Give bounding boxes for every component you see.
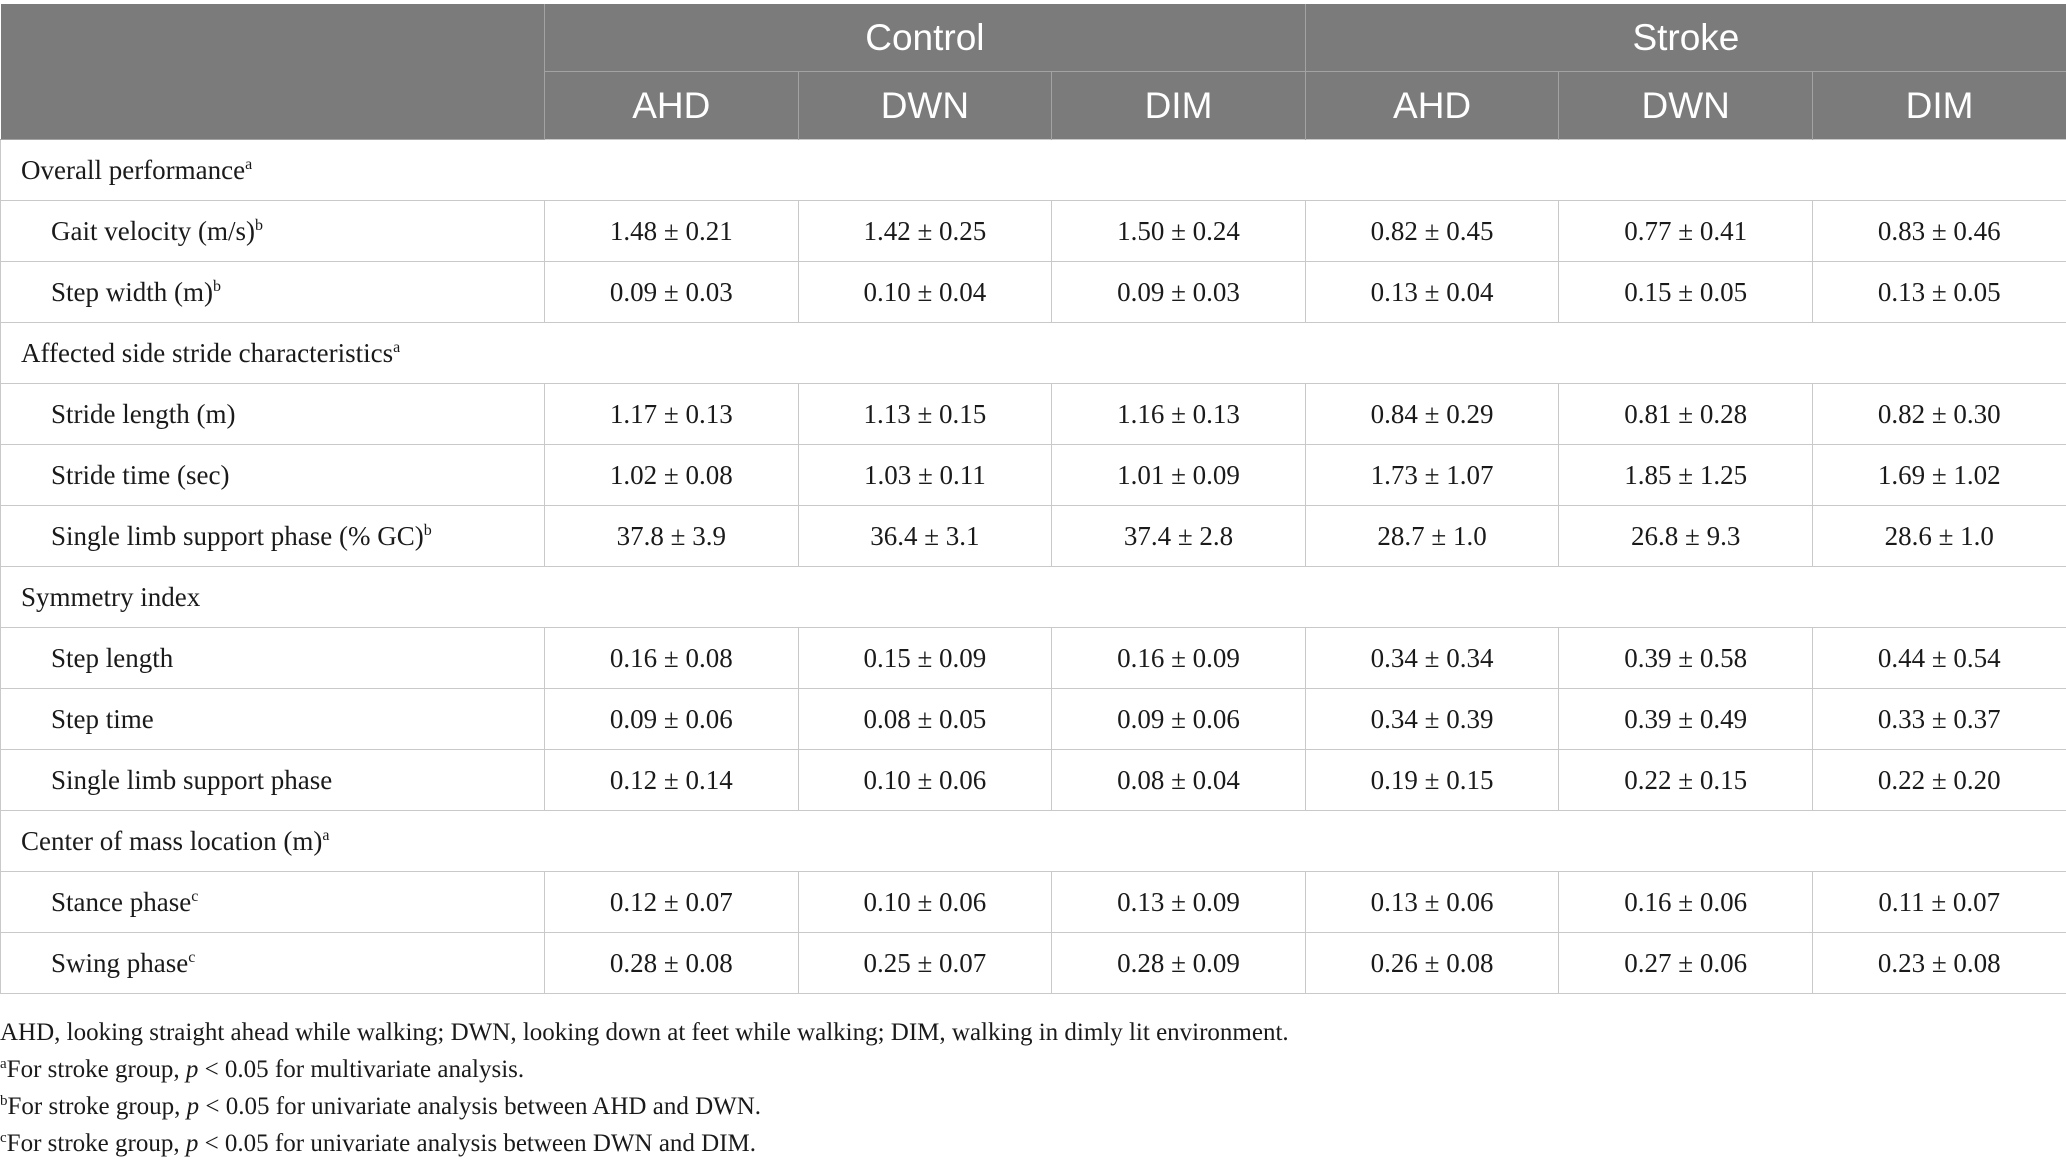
value-cell: 0.13 ± 0.06	[1305, 872, 1559, 933]
value-cell: 0.15 ± 0.09	[798, 628, 1052, 689]
value-cell: 1.42 ± 0.25	[798, 201, 1052, 262]
condition-header-stroke-dim: DIM	[1812, 72, 2066, 140]
row-label: Stride length (m)	[51, 398, 236, 429]
section-title: Overall performance	[21, 154, 246, 185]
value-cell: 1.03 ± 0.11	[798, 445, 1052, 506]
value-cell: 0.22 ± 0.15	[1559, 750, 1813, 811]
row-label-cell	[1, 628, 545, 689]
value-cell: 0.16 ± 0.08	[545, 628, 799, 689]
value-cell: 0.09 ± 0.06	[545, 689, 799, 750]
value-cell: 0.84 ± 0.29	[1305, 384, 1559, 445]
footnote-marker: a	[245, 155, 253, 173]
row-label: Single limb support phase (% GC)	[51, 520, 424, 551]
value-cell: 0.23 ± 0.08	[1812, 933, 2066, 994]
value-cell: 0.83 ± 0.46	[1812, 201, 2066, 262]
value-cell: 1.48 ± 0.21	[545, 201, 799, 262]
footnote-b	[0, 1088, 2066, 1125]
value-cell: 0.19 ± 0.15	[1305, 750, 1559, 811]
row-label-cell	[1, 933, 545, 994]
section-title-cell	[1, 140, 2066, 201]
table-container	[0, 4, 2066, 994]
table-row	[1, 750, 2066, 811]
row-label: Stance phase	[51, 886, 192, 917]
value-cell: 0.44 ± 0.54	[1812, 628, 2066, 689]
footnote-text-post: < 0.05 for univariate analysis between AHD and DWN.	[199, 1093, 762, 1120]
value-cell: 26.8 ± 9.3	[1559, 506, 1813, 567]
value-cell: 1.13 ± 0.15	[798, 384, 1052, 445]
table-row	[1, 872, 2066, 933]
row-label-cell	[1, 201, 545, 262]
value-cell: 0.10 ± 0.04	[798, 262, 1052, 323]
footnote-mark: b	[0, 1093, 8, 1109]
value-cell: 0.12 ± 0.07	[545, 872, 799, 933]
row-label-cell	[1, 384, 545, 445]
footnote-marker: c	[188, 948, 196, 966]
condition-header-control-dim: DIM	[1052, 72, 1306, 140]
footnote-text-pre: For stroke group,	[6, 1130, 186, 1157]
value-cell: 0.26 ± 0.08	[1305, 933, 1559, 994]
row-label-cell	[1, 506, 545, 567]
row-label: Gait velocity (m/s)	[51, 215, 255, 246]
table-row	[1, 384, 2066, 445]
value-cell: 0.13 ± 0.04	[1305, 262, 1559, 323]
value-cell: 28.7 ± 1.0	[1305, 506, 1559, 567]
value-cell: 0.10 ± 0.06	[798, 872, 1052, 933]
value-cell: 0.08 ± 0.05	[798, 689, 1052, 750]
table-row	[1, 628, 2066, 689]
value-cell: 0.16 ± 0.06	[1559, 872, 1813, 933]
value-cell: 0.39 ± 0.49	[1559, 689, 1813, 750]
group-header-stroke: Stroke	[1305, 4, 2066, 72]
abbreviations-note: AHD, looking straight ahead while walking; DWN, looking down at feet while walking; DIM, walking in dimly lit environment.	[0, 1019, 1289, 1046]
row-label: Single limb support phase	[51, 764, 333, 795]
value-cell: 0.39 ± 0.58	[1559, 628, 1813, 689]
value-cell: 37.8 ± 3.9	[545, 506, 799, 567]
section-title-cell	[1, 567, 2066, 628]
footnote-text-pre: For stroke group,	[6, 1056, 186, 1083]
value-cell: 1.50 ± 0.24	[1052, 201, 1306, 262]
footnote-a	[0, 1051, 2066, 1088]
row-label: Stride time (sec)	[51, 459, 230, 490]
p-value-symbol: p	[185, 1130, 199, 1157]
condition-header-control-ahd: AHD	[545, 72, 799, 140]
group-header-control: Control	[545, 4, 1306, 72]
footnote-marker: a	[393, 338, 401, 356]
table-row	[1, 689, 2066, 750]
footnote-marker: a	[322, 826, 330, 844]
value-cell: 28.6 ± 1.0	[1812, 506, 2066, 567]
section-title-cell	[1, 323, 2066, 384]
row-label-cell	[1, 872, 545, 933]
value-cell: 1.01 ± 0.09	[1052, 445, 1306, 506]
table-body	[1, 140, 2066, 994]
footnote-mark: a	[0, 1056, 7, 1072]
value-cell: 1.17 ± 0.13	[545, 384, 799, 445]
footnote-marker: b	[213, 277, 221, 295]
value-cell: 36.4 ± 3.1	[798, 506, 1052, 567]
section-row	[1, 323, 2066, 384]
value-cell: 0.82 ± 0.30	[1812, 384, 2066, 445]
row-label: Swing phase	[51, 947, 189, 978]
row-label: Step width (m)	[51, 276, 213, 307]
value-cell: 0.16 ± 0.09	[1052, 628, 1306, 689]
value-cell: 0.13 ± 0.09	[1052, 872, 1306, 933]
value-cell: 0.09 ± 0.03	[545, 262, 799, 323]
value-cell: 0.77 ± 0.41	[1559, 201, 1813, 262]
value-cell: 0.22 ± 0.20	[1812, 750, 2066, 811]
row-label-cell	[1, 689, 545, 750]
footnote-list	[0, 1051, 2066, 1162]
condition-header-stroke-dwn: DWN	[1559, 72, 1813, 140]
footnote-marker: c	[191, 887, 199, 905]
value-cell: 1.02 ± 0.08	[545, 445, 799, 506]
p-value-symbol: p	[185, 1056, 199, 1083]
value-cell: 1.16 ± 0.13	[1052, 384, 1306, 445]
table-row	[1, 201, 2066, 262]
value-cell: 0.25 ± 0.07	[798, 933, 1052, 994]
row-label-cell	[1, 750, 545, 811]
row-label-cell	[1, 445, 545, 506]
row-label-cell	[1, 262, 545, 323]
footnote-marker: b	[423, 521, 432, 539]
section-title: Symmetry index	[21, 581, 201, 612]
value-cell: 1.69 ± 1.02	[1812, 445, 2066, 506]
value-cell: 0.34 ± 0.34	[1305, 628, 1559, 689]
value-cell: 0.13 ± 0.05	[1812, 262, 2066, 323]
table-footnotes	[0, 1014, 2066, 1162]
value-cell: 0.11 ± 0.07	[1812, 872, 2066, 933]
footnote-text-post: < 0.05 for multivariate analysis.	[198, 1056, 525, 1083]
footnote-c	[0, 1125, 2066, 1162]
table-row	[1, 933, 2066, 994]
corner-header-cell	[1, 4, 545, 140]
footnote-text-pre: For stroke group,	[7, 1093, 187, 1120]
table-row	[1, 445, 2066, 506]
footnote-mark: c	[0, 1130, 7, 1146]
gait-parameters-table	[0, 4, 2066, 994]
value-cell: 0.15 ± 0.05	[1559, 262, 1813, 323]
value-cell: 0.09 ± 0.03	[1052, 262, 1306, 323]
value-cell: 0.12 ± 0.14	[545, 750, 799, 811]
condition-header-control-dwn: DWN	[798, 72, 1052, 140]
value-cell: 0.09 ± 0.06	[1052, 689, 1306, 750]
row-label: Step length	[51, 642, 174, 673]
section-title: Affected side stride characteristics	[21, 337, 394, 368]
value-cell: 0.82 ± 0.45	[1305, 201, 1559, 262]
value-cell: 0.34 ± 0.39	[1305, 689, 1559, 750]
p-value-symbol: p	[186, 1093, 200, 1120]
footnote-marker: b	[254, 216, 263, 234]
section-row	[1, 140, 2066, 201]
value-cell: 1.73 ± 1.07	[1305, 445, 1559, 506]
value-cell: 37.4 ± 2.8	[1052, 506, 1306, 567]
section-row	[1, 811, 2066, 872]
section-title-cell	[1, 811, 2066, 872]
value-cell: 0.81 ± 0.28	[1559, 384, 1813, 445]
row-label: Step time	[51, 703, 154, 734]
section-title: Center of mass location (m)	[21, 825, 323, 856]
value-cell: 0.28 ± 0.09	[1052, 933, 1306, 994]
section-row	[1, 567, 2066, 628]
value-cell: 0.27 ± 0.06	[1559, 933, 1813, 994]
condition-header-stroke-ahd: AHD	[1305, 72, 1559, 140]
value-cell: 0.08 ± 0.04	[1052, 750, 1306, 811]
value-cell: 0.10 ± 0.06	[798, 750, 1052, 811]
table-row	[1, 262, 2066, 323]
table-row	[1, 506, 2066, 567]
value-cell: 1.85 ± 1.25	[1559, 445, 1813, 506]
group-header-row	[1, 4, 2066, 72]
value-cell: 0.28 ± 0.08	[545, 933, 799, 994]
footnote-text-post: < 0.05 for univariate analysis between DWN and DIM.	[198, 1130, 757, 1157]
value-cell: 0.33 ± 0.37	[1812, 689, 2066, 750]
